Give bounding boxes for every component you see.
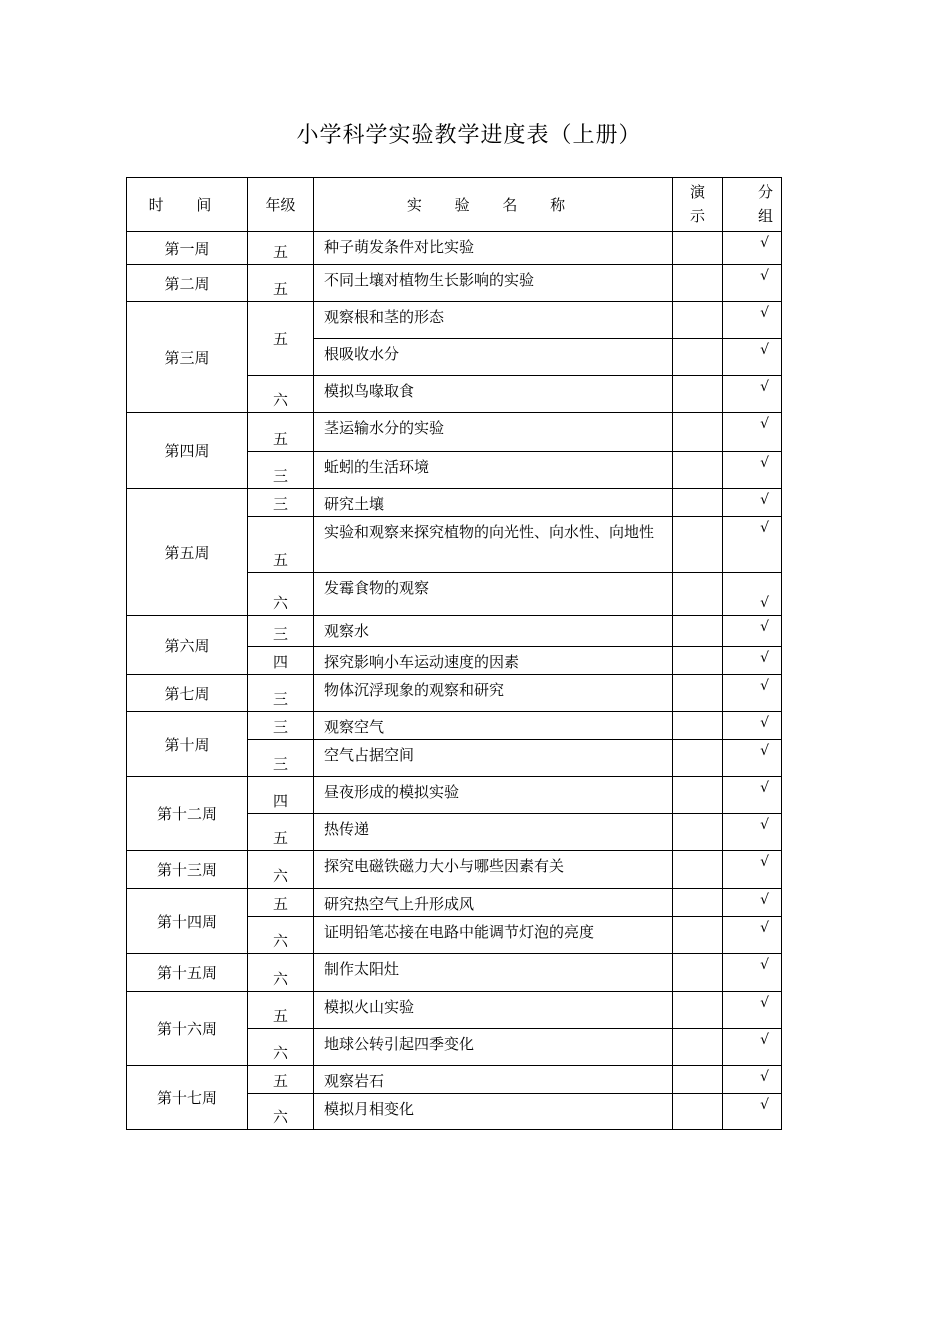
demo-cell bbox=[673, 517, 723, 573]
experiment-name-cell: 根吸收水分 bbox=[314, 339, 673, 376]
grade-cell: 五 bbox=[248, 992, 314, 1029]
grade-cell: 五 bbox=[248, 1066, 314, 1094]
group-check-cell: √ bbox=[723, 376, 782, 413]
group-check-cell: √ bbox=[723, 1029, 782, 1066]
week-cell: 第十七周 bbox=[127, 1066, 248, 1130]
experiment-name-cell: 种子萌发条件对比实验 bbox=[314, 232, 673, 265]
table-row bbox=[127, 712, 782, 740]
experiment-name-cell: 研究热空气上升形成风 bbox=[314, 889, 673, 917]
experiment-name-cell: 模拟火山实验 bbox=[314, 992, 673, 1029]
group-check-cell: √ bbox=[723, 712, 782, 740]
experiment-name-cell: 观察水 bbox=[314, 616, 673, 647]
demo-cell bbox=[673, 1066, 723, 1094]
experiment-name-cell: 蚯蚓的生活环境 bbox=[314, 452, 673, 489]
grade-cell: 三 bbox=[248, 675, 314, 712]
table-row bbox=[127, 675, 782, 712]
grade-cell: 三 bbox=[248, 740, 314, 777]
demo-cell bbox=[673, 232, 723, 265]
week-cell: 第五周 bbox=[127, 489, 248, 616]
group-check-cell: √ bbox=[723, 616, 782, 647]
experiment-name-cell: 制作太阳灶 bbox=[314, 954, 673, 992]
header-grade: 年级 bbox=[248, 178, 314, 232]
header-name: 实 验 名 称 bbox=[314, 178, 673, 232]
demo-cell bbox=[673, 740, 723, 777]
grade-cell: 五 bbox=[248, 814, 314, 851]
group-check-cell: √ bbox=[723, 954, 782, 992]
header-demo-line2: 示 bbox=[689, 207, 705, 225]
demo-cell bbox=[673, 302, 723, 339]
experiment-name-cell: 昼夜形成的模拟实验 bbox=[314, 777, 673, 814]
group-check-cell: √ bbox=[723, 452, 782, 489]
demo-cell bbox=[673, 851, 723, 889]
experiment-name-cell: 茎运输水分的实验 bbox=[314, 413, 673, 452]
group-check-cell: √ bbox=[723, 740, 782, 777]
group-check-cell: √ bbox=[723, 851, 782, 889]
header-group-line1: 分 bbox=[757, 183, 773, 201]
demo-cell bbox=[673, 1029, 723, 1066]
demo-cell bbox=[673, 814, 723, 851]
experiment-name-cell: 物体沉浮现象的观察和研究 bbox=[314, 675, 673, 712]
demo-cell bbox=[673, 413, 723, 452]
grade-cell: 五 bbox=[248, 265, 314, 302]
grade-cell: 三 bbox=[248, 712, 314, 740]
week-cell: 第十二周 bbox=[127, 777, 248, 851]
page-title: 小学科学实验教学进度表（上册） bbox=[296, 123, 642, 148]
grade-cell: 六 bbox=[248, 1094, 314, 1130]
demo-cell bbox=[673, 675, 723, 712]
grade-cell: 六 bbox=[248, 851, 314, 889]
demo-cell bbox=[673, 616, 723, 647]
week-cell: 第十六周 bbox=[127, 992, 248, 1066]
grade-cell: 六 bbox=[248, 1029, 314, 1066]
demo-cell bbox=[673, 777, 723, 814]
table-row bbox=[127, 232, 782, 265]
group-check-cell: √ bbox=[723, 573, 782, 616]
grade-cell: 四 bbox=[248, 777, 314, 814]
group-check-cell: √ bbox=[723, 1066, 782, 1094]
grade-cell: 三 bbox=[248, 452, 314, 489]
week-cell: 第十周 bbox=[127, 712, 248, 777]
experiment-name-cell: 实验和观察来探究植物的向光性、向水性、向地性 bbox=[314, 517, 673, 573]
experiment-name-cell: 探究影响小车运动速度的因素 bbox=[314, 647, 673, 675]
table-row bbox=[127, 992, 782, 1029]
group-check-cell: √ bbox=[723, 339, 782, 376]
grade-cell: 五 bbox=[248, 413, 314, 452]
demo-cell bbox=[673, 1094, 723, 1130]
table-row bbox=[127, 777, 782, 814]
week-cell: 第七周 bbox=[127, 675, 248, 712]
demo-cell bbox=[673, 917, 723, 954]
experiment-name-cell: 证明铅笔芯接在电路中能调节灯泡的亮度 bbox=[314, 917, 673, 954]
grade-cell: 六 bbox=[248, 917, 314, 954]
experiment-name-cell: 观察岩石 bbox=[314, 1066, 673, 1094]
header-demo-line1: 演 bbox=[689, 183, 705, 201]
week-cell: 第二周 bbox=[127, 265, 248, 302]
demo-cell bbox=[673, 647, 723, 675]
experiment-name-cell: 热传递 bbox=[314, 814, 673, 851]
experiment-name-cell: 不同土壤对植物生长影响的实验 bbox=[314, 265, 673, 302]
group-check-cell: √ bbox=[723, 647, 782, 675]
table-row bbox=[127, 1066, 782, 1094]
grade-cell: 四 bbox=[248, 647, 314, 675]
demo-cell bbox=[673, 573, 723, 616]
demo-cell bbox=[673, 889, 723, 917]
grade-cell: 三 bbox=[248, 489, 314, 517]
grade-cell: 五 bbox=[248, 517, 314, 573]
group-check-cell: √ bbox=[723, 265, 782, 302]
experiment-name-cell: 空气占据空间 bbox=[314, 740, 673, 777]
group-check-cell: √ bbox=[723, 413, 782, 452]
group-check-cell: √ bbox=[723, 889, 782, 917]
table-row bbox=[127, 302, 782, 339]
header-group-line2: 组 bbox=[757, 207, 773, 225]
group-check-cell: √ bbox=[723, 302, 782, 339]
group-check-cell: √ bbox=[723, 992, 782, 1029]
experiment-name-cell: 探究电磁铁磁力大小与哪些因素有关 bbox=[314, 851, 673, 889]
demo-cell bbox=[673, 339, 723, 376]
week-cell: 第三周 bbox=[127, 302, 248, 413]
grade-cell: 五 bbox=[248, 232, 314, 265]
demo-cell bbox=[673, 452, 723, 489]
header-demo bbox=[673, 178, 723, 232]
experiment-name-cell: 观察空气 bbox=[314, 712, 673, 740]
demo-cell bbox=[673, 712, 723, 740]
group-check-cell: √ bbox=[723, 1094, 782, 1130]
header-group bbox=[723, 178, 782, 232]
grade-cell: 六 bbox=[248, 954, 314, 992]
week-cell: 第六周 bbox=[127, 616, 248, 675]
group-check-cell: √ bbox=[723, 489, 782, 517]
schedule-table bbox=[126, 177, 782, 1130]
experiment-name-cell: 模拟鸟喙取食 bbox=[314, 376, 673, 413]
demo-cell bbox=[673, 954, 723, 992]
experiment-name-cell: 研究土壤 bbox=[314, 489, 673, 517]
experiment-name-cell: 观察根和茎的形态 bbox=[314, 302, 673, 339]
group-check-cell: √ bbox=[723, 517, 782, 573]
table-row bbox=[127, 489, 782, 517]
grade-cell: 五 bbox=[248, 302, 314, 376]
experiment-name-cell: 发霉食物的观察 bbox=[314, 573, 673, 616]
table-row bbox=[127, 616, 782, 647]
grade-cell: 五 bbox=[248, 889, 314, 917]
demo-cell bbox=[673, 489, 723, 517]
table-row bbox=[127, 851, 782, 889]
week-cell: 第十三周 bbox=[127, 851, 248, 889]
experiment-name-cell: 地球公转引起四季变化 bbox=[314, 1029, 673, 1066]
grade-cell: 六 bbox=[248, 376, 314, 413]
group-check-cell: √ bbox=[723, 917, 782, 954]
table-row bbox=[127, 265, 782, 302]
demo-cell bbox=[673, 376, 723, 413]
grade-cell: 三 bbox=[248, 616, 314, 647]
table-row bbox=[127, 889, 782, 917]
header-time: 时 间 bbox=[127, 178, 248, 232]
week-cell: 第四周 bbox=[127, 413, 248, 489]
group-check-cell: √ bbox=[723, 232, 782, 265]
week-cell: 第十五周 bbox=[127, 954, 248, 992]
table-row bbox=[127, 954, 782, 992]
group-check-cell: √ bbox=[723, 777, 782, 814]
experiment-name-cell: 模拟月相变化 bbox=[314, 1094, 673, 1130]
grade-cell: 六 bbox=[248, 573, 314, 616]
week-cell: 第十四周 bbox=[127, 889, 248, 954]
week-cell: 第一周 bbox=[127, 232, 248, 265]
group-check-cell: √ bbox=[723, 675, 782, 712]
table-row bbox=[127, 413, 782, 452]
header-row bbox=[127, 178, 782, 232]
demo-cell bbox=[673, 992, 723, 1029]
demo-cell bbox=[673, 265, 723, 302]
group-check-cell: √ bbox=[723, 814, 782, 851]
